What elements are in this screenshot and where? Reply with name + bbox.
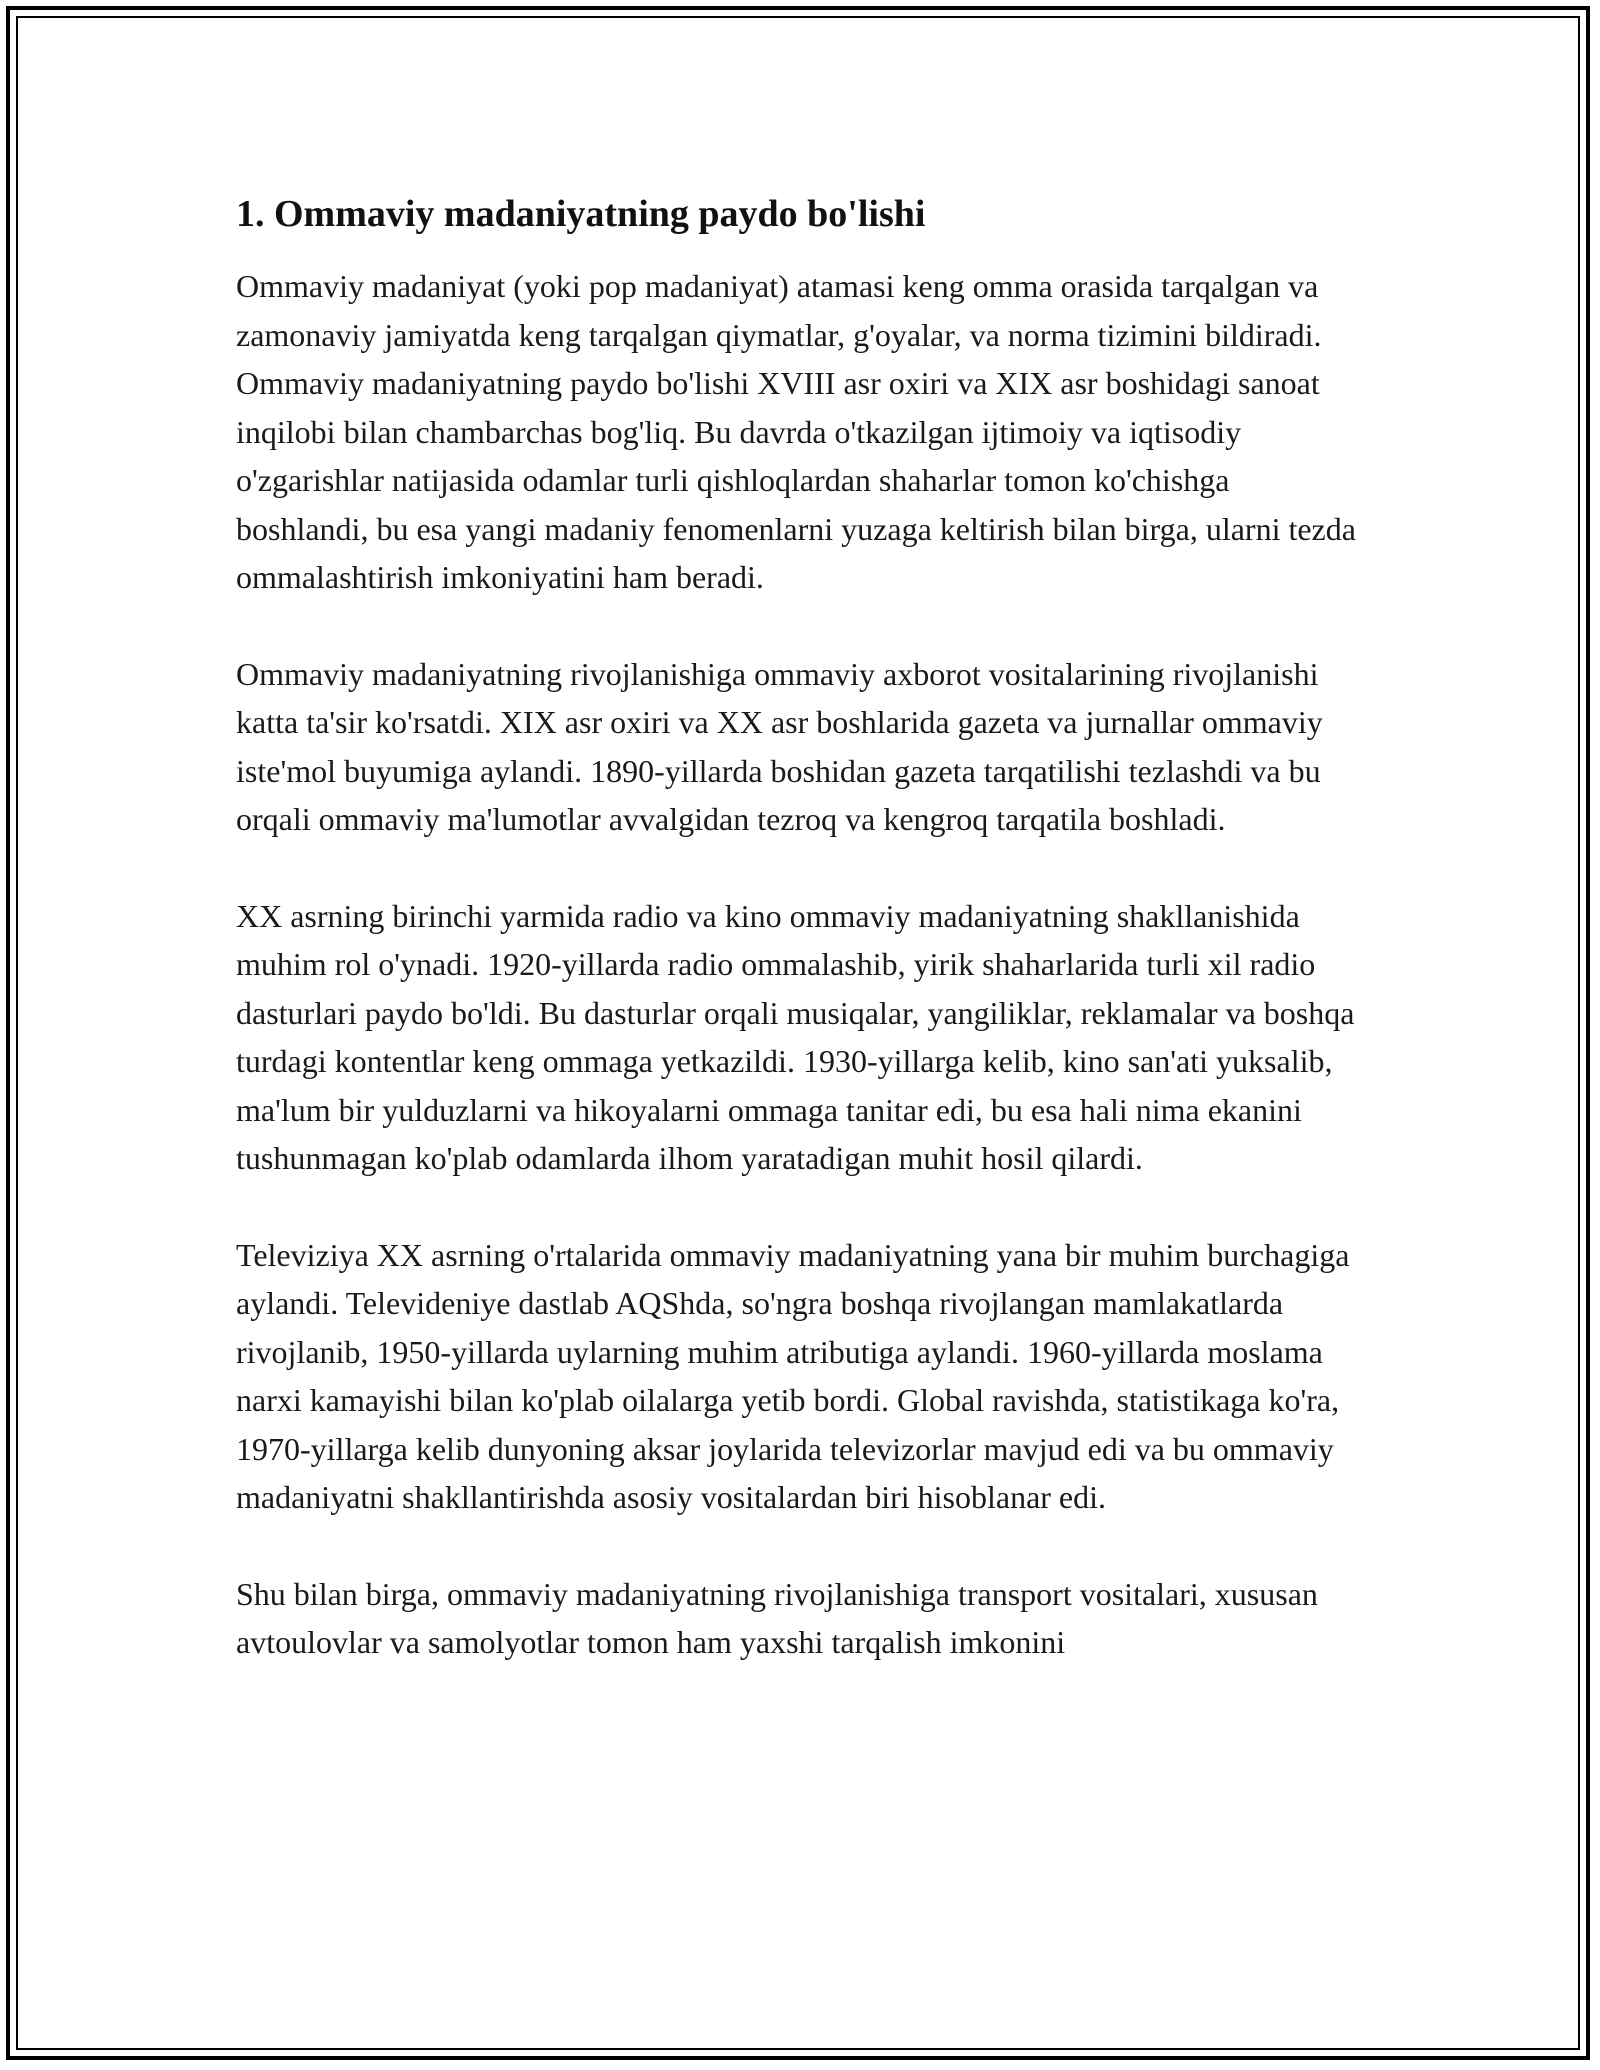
document-page bbox=[236, 190, 1366, 1715]
paragraph-5: Shu bilan birga, ommaviy madaniyatning rivojlanishiga transport vositalari, xususan avtoulovlar va samolyotlar tomon ham yaxshi tarqalish imkonini bbox=[236, 1575, 1318, 1660]
section-heading: 1. Ommaviy madaniyatning paydo bo'lishi bbox=[236, 193, 926, 235]
paragraph-1: Ommaviy madaniyat (yoki pop madaniyat) atamasi keng omma orasida tarqalgan va zamonaviy jamiyatda keng tarqalgan qiymatlar, g'oyalar, va norma tizimini bildiradi. Ommaviy madaniyatning paydo bo'lishi XVIII asr oxiri va XIX asr boshidagi sanoat inqilobi bilan chambarchas bog'liq. Bu davrda o'tkazilgan ijtimoiy va iqtisodiy o'zgarishlar natijasida odamlar turli qishloqlardan shaharlar tomon ko'chishga boshlandi, bu esa yangi madaniy fenomenlarni yuzaga keltirish bilan birga, ularni tezda ommalashtirish imkoniyatini ham beradi. bbox=[236, 268, 1356, 595]
paragraph-2: Ommaviy madaniyatning rivojlanishiga ommaviy axborot vositalarining rivojlanishi katta ta'sir ko'rsatdi. XIX asr oxiri va XX asr boshlarida gazeta va jurnallar ommaviy iste'mol buyumiga aylandi. 1890-yillarda boshidan gazeta tarqatilishi tezlashdi va bu orqali ommaviy ma'lumotlar avvalgidan tezroq va kengroq tarqatila boshladi. bbox=[236, 655, 1323, 837]
paragraph-3: XX asrning birinchi yarmida radio va kino ommaviy madaniyatning shakllanishida muhim rol o'ynadi. 1920-yillarda radio ommalashib, yirik shaharlarida turli xil radio dasturlari paydo bo'ldi. Bu dasturlar orqali musiqalar, yangiliklar, reklamalar va boshqa turdagi kontentlar keng ommaga yetkazildi. 1930-yillarga kelib, kino san'ati yuksalib, ma'lum bir yulduzlarni va hikoyalarni ommaga tanitar edi, bu esa hali nima ekanini tushunmagan ko'plab odamlarda ilhom yaratadigan muhit hosil qilardi. bbox=[236, 897, 1355, 1176]
paragraph-4: Televiziya XX asrning o'rtalarida ommaviy madaniyatning yana bir muhim burchagiga aylandi. Televideniye dastlab AQShda, so'ngra boshqa rivojlangan mamlakatlarda rivojlanib, 1950-yillarda uylarning muhim atributiga aylandi. 1960-yillarda moslama narxi kamayishi bilan ko'plab oilalarga yetib bordi. Global ravishda, statistikaga ko'ra, 1970-yillarga kelib dunyoning aksar joylarida televizorlar mavjud edi va bu ommaviy madaniyatni shakllantirishda asosiy vositalardan biri hisoblanar edi. bbox=[236, 1236, 1350, 1515]
